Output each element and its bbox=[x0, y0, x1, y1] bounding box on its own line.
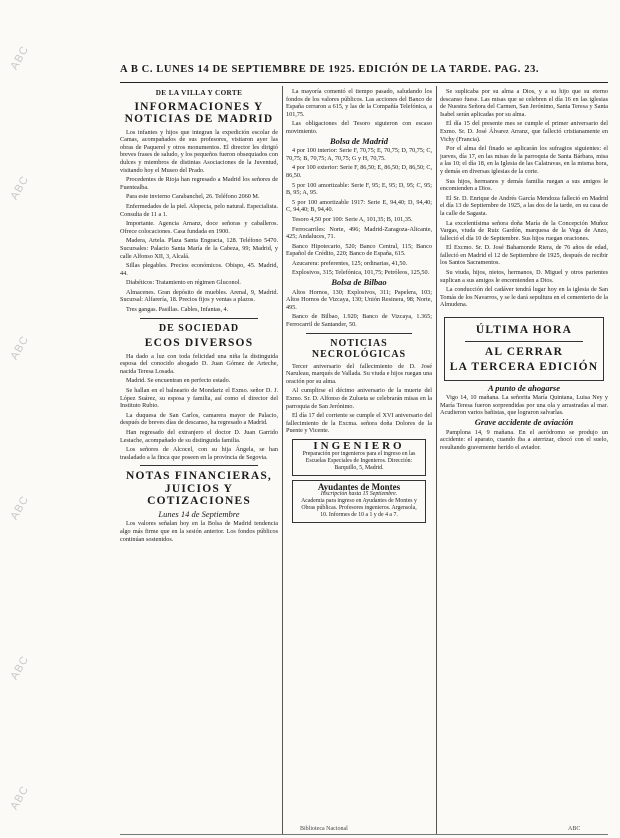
headline: ECOS DIVERSOS bbox=[144, 337, 254, 350]
column-2 bbox=[286, 88, 432, 830]
watermark: ABC bbox=[8, 493, 32, 522]
header-rule bbox=[120, 82, 608, 83]
last-hour-banner bbox=[444, 317, 604, 381]
quote-line: 5 por 100 amortizable 1917: Serie E, 94,40; D, 94,40; C, 94,40; B, 94,40. bbox=[286, 198, 432, 214]
page-header: A B C. LUNES 14 DE SEPTIEMBRE DE 1925. EDICIÓN DE LA TARDE. PAG. 23. bbox=[120, 64, 540, 75]
quote-line: 4 por 100 exterior: Serie F, 86,50; E, 86,50; D, 86,50; C, 86,50. bbox=[286, 164, 432, 179]
paragraph: El Excmo. Sr. D. José Bahamonde Riera, de 76 años de edad, falleció en Madrid el 12 de Septiembre de 1925, después de recibir los Santos Sacramentos. bbox=[440, 244, 608, 267]
paragraph: Los señores de Alcocel, con su hija Ángela, se han trasladado a la finca que poseen en la provincia de Segovia. bbox=[120, 446, 278, 461]
watermark: ABC bbox=[8, 333, 32, 362]
advertisement-box bbox=[292, 480, 426, 524]
paragraph: Han regresado del extranjero el doctor D. Juan Garrido Lestache, acompañado de su distinguida familia. bbox=[120, 429, 278, 444]
paragraph: Pamplona 14, 9 mañana. En el aeródromo se produjo un accidente: el aparato, cuando iba a aterrizar, chocó con el suelo, resultando gravemente herido el aviador. bbox=[440, 428, 608, 451]
paragraph: Diabéticos: Tratamiento en régimen Gluconol. bbox=[126, 279, 241, 287]
library-stamp: ABC bbox=[568, 826, 581, 832]
paragraph: Ha dado a luz con toda felicidad una niña la distinguida esposa del conocido abogado D. Juan Gómez de Arteche, nacida Teresa Losada. bbox=[120, 352, 278, 375]
paragraph: Tres gangas. Pasillas. Cables, Infantas, 4. bbox=[126, 306, 229, 314]
ad-text: Academia para ingreso en Ayudantes de Montes y Obras públicas. Profesores ingenieros. Argensola, 10. Informes de 10 a 1 y de 4 a 7. bbox=[301, 498, 417, 519]
quote-line: Banco Hipotecario, 520; Banco Central, 115; Banco Español de Crédito, 220; Banco de España, 615. bbox=[286, 242, 432, 258]
library-stamp: Biblioteca Nacional bbox=[300, 826, 348, 832]
headline: NOTAS FINANCIERAS, JUICIOS Y COTIZACIONES bbox=[126, 470, 272, 508]
paragraph: Sus hijos, hermanos y demás familia ruegan a sus amigos le encomienden a Dios. bbox=[440, 177, 608, 193]
news-title: Grave accidente de aviación bbox=[474, 416, 574, 427]
news-title: A punto de ahogarse bbox=[487, 382, 561, 393]
divider bbox=[140, 318, 258, 319]
watermark: ABC bbox=[8, 173, 32, 202]
paragraph: Enfermedades de la piel. Alopecia, pelo natural. Especialista. Consulta de 11 a 1. bbox=[120, 202, 278, 218]
banner-line: AL CERRAR bbox=[484, 345, 564, 358]
watermark: ABC bbox=[8, 43, 32, 72]
paragraph: Madera, Artela. Plaza Santa Engracia, 128. Teléfono 5470. Sucursales: Palacio Santa María de la Cabeza, 99; Madrid, y calle Alfonso XII, 3, Alcalá. bbox=[120, 237, 278, 260]
divider bbox=[465, 341, 583, 342]
banner-line: LA TERCERA EDICIÓN bbox=[449, 361, 599, 374]
quote-line: 4 por 100 interior: Serie F, 70,75; E, 70,75; D, 70,75; C, 70,75; B, 70,75; A, 70,75; G y H, 70,75. bbox=[286, 147, 432, 162]
section-title: Bolsa de Bilbao bbox=[331, 277, 387, 288]
section-title: DE SOCIEDAD bbox=[158, 322, 240, 334]
paragraph: La duquesa de San Carlos, camarera mayor de Palacio, después de breves días de descanso, ha regresado a Madrid. bbox=[120, 411, 278, 427]
date-line: Lunes 14 de Septiembre bbox=[158, 508, 240, 519]
banner-line: ÚLTIMA HORA bbox=[475, 324, 573, 337]
quote-line: Azucarera: preferentes, 125; ordinarias, 41,50. bbox=[292, 259, 408, 267]
paragraph: Los infantes y hijos que integran la expedición escolar de Camas, acompañados de sus profesores, visitaron ayer las obras de Paquerel y otros monumentos. El director les dirigió breves frases de saludo, y los pequeños fueron obsequiados con dulces y miembros de distintas Asociaciones de la Juventud, visitando hoy el Museo del Prado. bbox=[120, 128, 278, 174]
ad-subtitle: Inscripción hasta 15 Septiembre. bbox=[320, 491, 398, 498]
paragraph: Las obligaciones del Tesoro siguieron con escaso movimiento. bbox=[286, 120, 432, 135]
paragraph: Los valores señalan hoy en la Bolsa de Madrid tendencia algo más firme que en la sesión anterior. Los fondos públicos continúan sostenidos. bbox=[120, 520, 278, 543]
paragraph: Procedentes de Rioja han regresado a Madrid los señores de Fuentealba. bbox=[120, 176, 278, 191]
quote-line: Ferrocarriles: Norte, 496; Madrid-Zaragoza-Alicante, 425; Andaluces, 71. bbox=[286, 225, 432, 241]
paragraph: Madrid. Se encuentran en perfecto estado. bbox=[126, 377, 231, 385]
paragraph: Tercer aniversario del fallecimiento de D. José Naruleau, marqués de Vallada. Su viuda e hijos ruegan una oración por su alma. bbox=[286, 362, 432, 385]
paragraph: La mayoría comentó el tiempo pasado, saludando los fondos de los valores públicos. Las acciones del Banco de España cerraron a 615, y las de la Compañía Telefónica, a 101,75. bbox=[286, 88, 432, 118]
column-3 bbox=[440, 88, 608, 830]
paragraph: El día 17 del corriente se cumple el XVI aniversario del fallecimiento de la Excma. señora doña Dolores de la Puente y Vicente. bbox=[286, 412, 432, 435]
ad-title: Ayudantes de Montes bbox=[317, 481, 401, 492]
paragraph: Se suplicaba por su alma a Dios, y a su hijo que su eterno descanso fuese. Las misas que se celebren el día 16 en las iglesias de Nuestra Señora del Carmen, San Jerónimo, Santa Teresa y Santa Isabel serán aplicadas por su alma. bbox=[440, 88, 608, 118]
section-title: DE LA VILLA Y CORTE bbox=[155, 89, 243, 97]
watermark: ABC bbox=[8, 783, 32, 812]
divider bbox=[140, 465, 258, 466]
divider bbox=[306, 333, 412, 334]
advertisement-box bbox=[292, 439, 426, 476]
paragraph: Se hallan en el balneario de Mondariz el Exmo. señor D. J. López Suárez, su esposa y familia, así como el director del Instituto Rubio. bbox=[120, 387, 278, 410]
ad-text: Preparación por ingenieros para el ingreso en las Escuelas Especiales de Ingenieros. Dirección: Barquillo, 5, Madrid. bbox=[302, 450, 416, 471]
quote-line: Banco de Bilbao, 1.920; Banco de Vizcaya, 1.365; Ferrocarril de Santander, 50. bbox=[286, 313, 432, 329]
paragraph: Por el alma del finado se aplicarán los sufragios siguientes: el jueves, día 17, en las misas de la parroquia de Santa Bárbara, misa a las 10; el día 18, en la Iglesia de las Calatravas, en la misma hora, y demás en diversas iglesias de la corte. bbox=[440, 145, 608, 175]
paragraph: El día 15 del presente mes se cumple el primer aniversario del Exmo. Sr. D. José Álvarez Arranz, que falleció cristianamente en Vichy (Francia). bbox=[440, 120, 608, 143]
paragraph: Sillas plegables. Precios económicos. Obispo, 45. Madrid, 44. bbox=[120, 262, 278, 277]
headline: INFORMACIONES Y NOTICIAS DE MADRID bbox=[124, 100, 274, 126]
quote-line: Altos Hornos, 130; Explosivos, 311; Papelera, 103; Altos Hornos de Vizcaya, 130; Unión Resinera, 98; Norte, 495. bbox=[286, 288, 432, 311]
paragraph: El Sr. D. Enrique de Andrés García Mendoza falleció en Madrid el día 13 de Septiembre de 1925, a las dos de la tarde, en su casa de la calle de Sagasta. bbox=[440, 194, 608, 217]
quote-line: Explosivos, 315; Telefónica, 101,75; Petróleos, 125,50. bbox=[292, 269, 430, 277]
watermark: ABC bbox=[8, 653, 32, 682]
paragraph: Al cumplirse el décimo aniversario de la muerte del Exmo. Sr. D. Alfonso de Zulueta se celebrarán misas en la parroquia de San Jerónimo. bbox=[286, 387, 432, 410]
paragraph: La conducción del cadáver tendrá lugar hoy en la iglesia de San Tomás de los Navarros, y se le dará sepultura en el cementerio de la Almudena. bbox=[440, 286, 608, 309]
column-1 bbox=[120, 88, 278, 830]
paragraph: La excelentísima señora doña María de la Concepción Muñoz Vargas, viuda de Ruiz Gardón, marquesa de la Vega de Anzo, falleció el día 10 de Septiembre. Sus hijos ruegan oraciones. bbox=[440, 219, 608, 242]
quote-line: Tesoro 4,50 por 100: Serie A, 101,35; B, 101,35. bbox=[292, 215, 413, 223]
paragraph: Vigo 14, 10 mañana. La señorita María Quintana, Luisa Ney y María Teresa fueron sorprendidas por una ola y arrastradas al mar. Acudieron varios bañistas, que lograron salvarlas. bbox=[440, 394, 608, 417]
paragraph: Importante. Agencia Arnanz, doce señoras y caballeros. Ofrece colocaciones. Casa fundada en 1900. bbox=[120, 220, 278, 235]
footer-rule bbox=[120, 834, 608, 835]
section-title: Bolsa de Madrid bbox=[329, 135, 389, 146]
column-rule bbox=[282, 86, 283, 834]
paragraph: Su viuda, hijos, nietos, hermanos, D. Miguel y otros parientes suplican a sus amigos le encomienden a Dios. bbox=[440, 269, 608, 284]
paragraph: Para este invierno Carabanchel, 26. Teléfono 2060 M. bbox=[126, 193, 260, 201]
quote-line: 5 por 100 amortizable: Serie F, 95; E, 95; D, 95; C, 95; B, 95; A, 95. bbox=[286, 181, 432, 197]
ad-title: INGENIERO bbox=[313, 439, 405, 452]
column-rule bbox=[436, 86, 437, 834]
paragraph: Almacenes. Gran depósito de muebles. Arenal, 9, Madrid. Sucursal: Alfarería, 18. Precios fijos y ventas a plazos. bbox=[120, 288, 278, 304]
headline: NOTICIAS NECROLÓGICAS bbox=[311, 337, 407, 361]
